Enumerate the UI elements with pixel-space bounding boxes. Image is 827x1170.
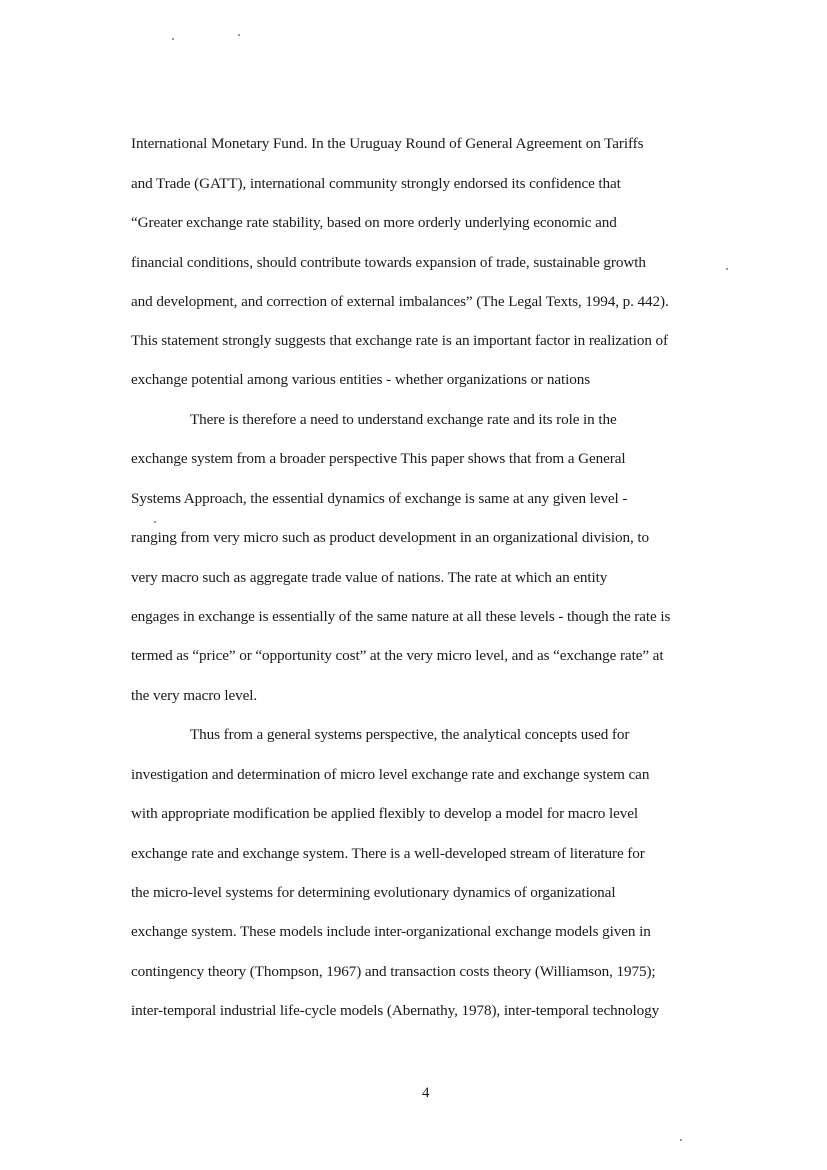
text-line: the micro-level systems for determining evolutionary dynamics of organizational [131, 884, 616, 901]
page-number: 4 [422, 1085, 430, 1101]
text-line: exchange rate and exchange system. There is a well-developed stream of literature for [131, 845, 645, 862]
text-line: exchange system from a broader perspective This paper shows that from a General [131, 450, 626, 467]
scan-speck [680, 1139, 682, 1141]
scan-speck [172, 38, 174, 40]
paragraph-first-line: Thus from a general systems perspective, the analytical concepts used for [190, 726, 630, 743]
text-line: investigation and determination of micro level exchange rate and exchange system can [131, 766, 650, 783]
paragraph-first-line: There is therefore a need to understand exchange rate and its role in the [190, 411, 617, 428]
text-line: termed as “price” or “opportunity cost” at the very micro level, and as “exchange rate” at [131, 647, 664, 664]
text-line: ranging from very micro such as product development in an organizational division, to [131, 529, 650, 546]
text-line: and development, and correction of external imbalances” (The Legal Texts, 1994, p. 442). [131, 293, 669, 310]
text-line: International Monetary Fund. In the Uruguay Round of General Agreement on Tariffs [131, 135, 644, 152]
text-line: very macro such as aggregate trade value of nations. The rate at which an entity [131, 569, 608, 586]
text-line: with appropriate modification be applied flexibly to develop a model for macro level [131, 805, 638, 822]
scan-speck [238, 34, 240, 36]
text-line: exchange potential among various entities - whether organizations or nations [131, 371, 591, 388]
text-line: contingency theory (Thompson, 1967) and transaction costs theory (Williamson, 1975); [131, 963, 656, 980]
scan-speck [154, 521, 156, 523]
text-line: and Trade (GATT), international community strongly endorsed its confidence that [131, 175, 621, 192]
text-line: Systems Approach, the essential dynamics of exchange is same at any given level - [131, 490, 628, 507]
text-line: “Greater exchange rate stability, based on more orderly underlying economic and [131, 214, 617, 231]
text-line: engages in exchange is essentially of the same nature at all these levels - though the rate is [131, 608, 671, 625]
text-line: inter-temporal industrial life-cycle models (Abernathy, 1978), inter-temporal technology [131, 1002, 660, 1019]
text-line: exchange system. These models include inter-organizational exchange models given in [131, 923, 651, 940]
text-line: This statement strongly suggests that exchange rate is an important factor in realization of [131, 332, 668, 349]
scan-speck [726, 268, 728, 270]
text-line: the very macro level. [131, 687, 258, 704]
text-line: financial conditions, should contribute towards expansion of trade, sustainable growth [131, 254, 646, 271]
